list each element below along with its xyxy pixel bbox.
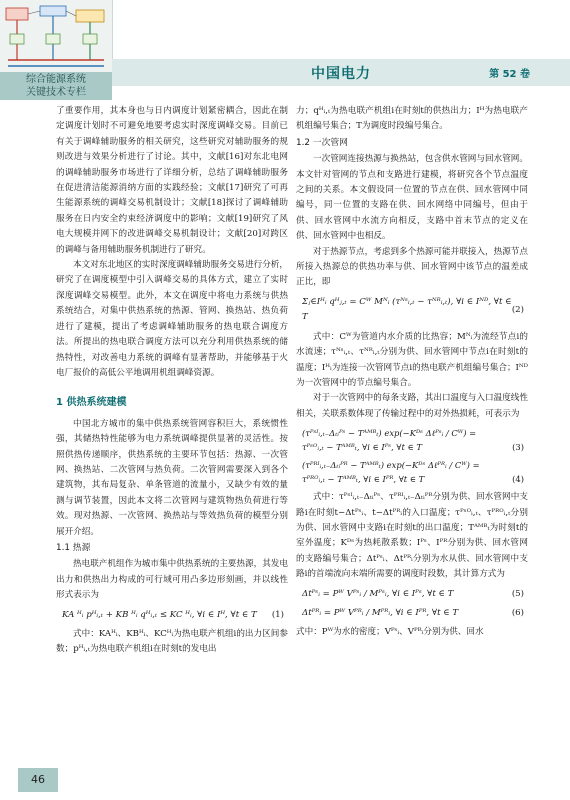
page-number: 46: [18, 768, 58, 792]
right-column: [296, 104, 528, 641]
journal-title: 中国电力: [311, 66, 371, 82]
paragraph: 本文对东北地区的实时深度调峰辅助服务交易进行分析，研究了在调度模型中引入调峰交易的具体方式，建立了实时深度调峰交易模型。此外，本文在调度中将电力系统与供热系统结合，对集中供热系统的热源、管网、换热站、热负荷进行了建模，提出了考虑调峰辅助服务的热电联合调度方法。所提出的热电联合调度方法可以充分利用供热系统的储热特性，对改善电力系统的调峰有显著帮助，并能够基于火电厂报价的高低公平地调用机组调峰资源。: [56, 260, 288, 378]
paragraph: 式中：Pᵂ为水的密度；Vᴾˢᵢ、Vᴾᴿᵢ分别为供、回水: [296, 627, 484, 638]
equation-number: (6): [511, 607, 524, 618]
paragraph: 式中：Cᵂ为管道内水介质的比热容；Mᴺᵢ为流经节点i的水流速；τᴺˢᵢ,ₜ、τᴺᴿᵢ,ₜ分别为供、回水管网中节点i在时刻t的温度；Iᴴᵢ为连接一次管网节点i的热电联产机组编号集合；Iᴺᴰ为一次管网中的节点编号集合。: [296, 331, 528, 388]
column-thumbnail-diagram: [0, 0, 113, 72]
page-header: [0, 0, 570, 100]
subsection-heading: 1.2 一次管网: [296, 137, 348, 148]
subsection-heading: 1.1 热源: [56, 542, 91, 553]
equation-body: Δtᴾᴿᵢ = Pᵂ Vᴾᴿᵢ / Mᴾᴿᵢ, ∀i ∈ Iᴾᴿ, ∀t ∈ T: [302, 607, 459, 618]
paragraph: 热电联产机组作为城市集中供热系统的主要热源，其发电出力和供热出力构成的可行域可用凸多边形刻画，并以线性形式表示为: [56, 559, 288, 601]
paragraph: 式中：τᴾˢᴵᵢ,ₜ₋Δₜᵢᴾˢ、τᴾᴿᴵᵢ,ₜ₋Δₜᵢᴾᴿ分别为供、回水管网中支路i在时刻t−Δtᴾˢᵢ、t−Δtᴾᴿᵢ的入口温度；τᴾˢᴼᵢ,ₜ、τᴾᴿᴼᵢ,ₜ分别为供、回水管网中支路i在时刻t的出口温度；Tᴬᴹᴮₜ为时刻t的室外温度；Kᴰˢ为热耗散系数；Iᴾˢ、Iᴾᴿ分别为供、回水管网的支路编号集合；Δtᴾˢᵢ、Δtᴾᴿᵢ分别为水从供、回水管网中支路i的首端流向末端所需要的调度时段数，其计算方式为: [296, 492, 528, 580]
equation: [296, 606, 528, 621]
paragraph: 对于热源节点，考虑到多个热源可能并联接入，热源节点所接入热源总的供热功率与供、回水管网中该节点的温差成正比，即: [296, 246, 528, 288]
equation-line: τᴾᴿᴼᵢ,ₜ − Tᴬᴹᴮₜ, ∀i ∈ Iᴾᴿ, ∀t ∈ T: [302, 474, 425, 485]
equation-line: (τᴾᴿᴵᵢ,ₜ₋Δₜᵢᴾᴿ − Tᴬᴹᴮₜ) exp(−Kᴰˢ Δℓᴾᴿᵢ / Cᵂ) =: [302, 460, 480, 471]
equation-number: (3): [512, 442, 524, 453]
equation-body: Δtᴾˢᵢ = Pᵂ Vᴾˢᵢ / Mᴾˢᵢ, ∀i ∈ Iᴾˢ, ∀t ∈ T: [302, 588, 454, 599]
header-band: [112, 59, 570, 86]
column-tag-line1: 综合能源系统: [26, 74, 86, 85]
equation-number: (5): [511, 588, 524, 599]
volume-label: 第 52 卷: [489, 69, 530, 80]
equation: [296, 426, 528, 454]
equation: [296, 295, 528, 326]
section-heading: 1 供热系统建模: [56, 397, 127, 409]
equation-body: Σⱼ∈Iᴴᵢ qᴴⱼ,ₜ = Cᵂ Mᴺᵢ (τᴺˢᵢ,ₜ − τᴺᴿᵢ,ₜ), ∀i ∈ Iᴺᴰ, ∀t ∈ T: [302, 296, 512, 323]
equation: [296, 458, 528, 486]
left-column: [56, 104, 288, 658]
column-tag-line2: 关键技术专栏: [26, 87, 86, 98]
equation-number: (4): [512, 474, 524, 485]
paragraph: 力；qᴴᵢ,ₜ为热电联产机组i在时刻t的供热出力；Iᴴ为热电联产机组编号集合；T为调度时段编号集合。: [296, 106, 528, 132]
equation-number: (2): [511, 304, 524, 315]
thumbnail-schematic-icon: [0, 0, 112, 72]
paragraph: 中国北方城市的集中供热系统管网容积巨大，系统惯性强，其储热特性能够为电力系统调峰提供显著的灵活性。按照供热传递顺序，供热系统的主要环节包括：热源、一次管网、换热站、二次管网与热负荷。二次管网需要深入到各个建筑物，其布局复杂、单条管道的流量小，又缺少有效的量测与调节装置，因此本文将二次管网与建筑物热负荷进行等效。现对热源、一次管网、换热站与等效热负荷的模型分别展开介绍。: [56, 418, 288, 537]
equation: [56, 608, 288, 623]
paragraph: 一次管网连接热源与换热站，包含供水管网与回水管网。本文针对管网的节点和支路进行建模，将研究各个节点温度之间的关系。本文假设同一位置的节点在供、回水管网中同编号，同一位置的支路在供、回水网络中同编号，但由于供、回水管网中水流方向相反，支路中首末节点的定义在供、回水管网中也相反。: [296, 154, 528, 242]
paragraph: 对于一次管网中的每条支路，其出口温度与入口温度线性相关，关联系数体现了传输过程中的对外热损耗，可表示为: [296, 393, 528, 419]
column-tag: [0, 72, 112, 100]
equation-line: τᴾˢᴼᵢ,ₜ − Tᴬᴹᴮₜ, ∀i ∈ Iᴾˢ, ∀t ∈ T: [302, 442, 422, 453]
paragraph: 式中：KAᴴᵢ、KBᴴᵢ、KCᴴᵢ为热电联产机组i的出力区间参数；pᴴᵢ,ₜ为热电联产机组i在时刻t的发电出: [56, 629, 288, 655]
equation-body: KA ᴴᵢ pᴴᵢ,ₜ + KB ᴴᵢ qᴴᵢ,ₜ ≤ KC ᴴᵢ, ∀i ∈ Iᴴ, ∀t ∈ T: [62, 609, 257, 620]
paragraph: 了重要作用，其本身也与日内调度计划紧密耦合，因此在制定调度计划时不可避免地要考虑实时深度调峰交易。目前已有关于调峰辅助服务的相关研究，这些研究对辅助服务的规则改进与效果分析进行了讨论。其中，文献[16]对东北电网的调峰辅助服务市场进行了详细分析，总结了调峰辅助服务在促进清洁能源消纳方面的实践经验；文献[17]研究了可再生能源系统的调峰交易机制设计；文献[18]探讨了调峰辅助服务在日内安全约束经济调度中的影响；文献[19]研究了风电大规模并网下的改进调峰交易机制设计；文献[20]对跨区的调峰与备用辅助服务机制进行了研究。: [56, 106, 288, 255]
equation: [296, 587, 528, 602]
equation-line: (τᴾˢᴵᵢ,ₜ₋Δₜᵢᴾˢ − Tᴬᴹᴮₜ) exp(−Kᴰˢ Δℓᴾˢᵢ / Cᵂ) =: [302, 428, 477, 439]
equation-number: (1): [271, 609, 284, 620]
